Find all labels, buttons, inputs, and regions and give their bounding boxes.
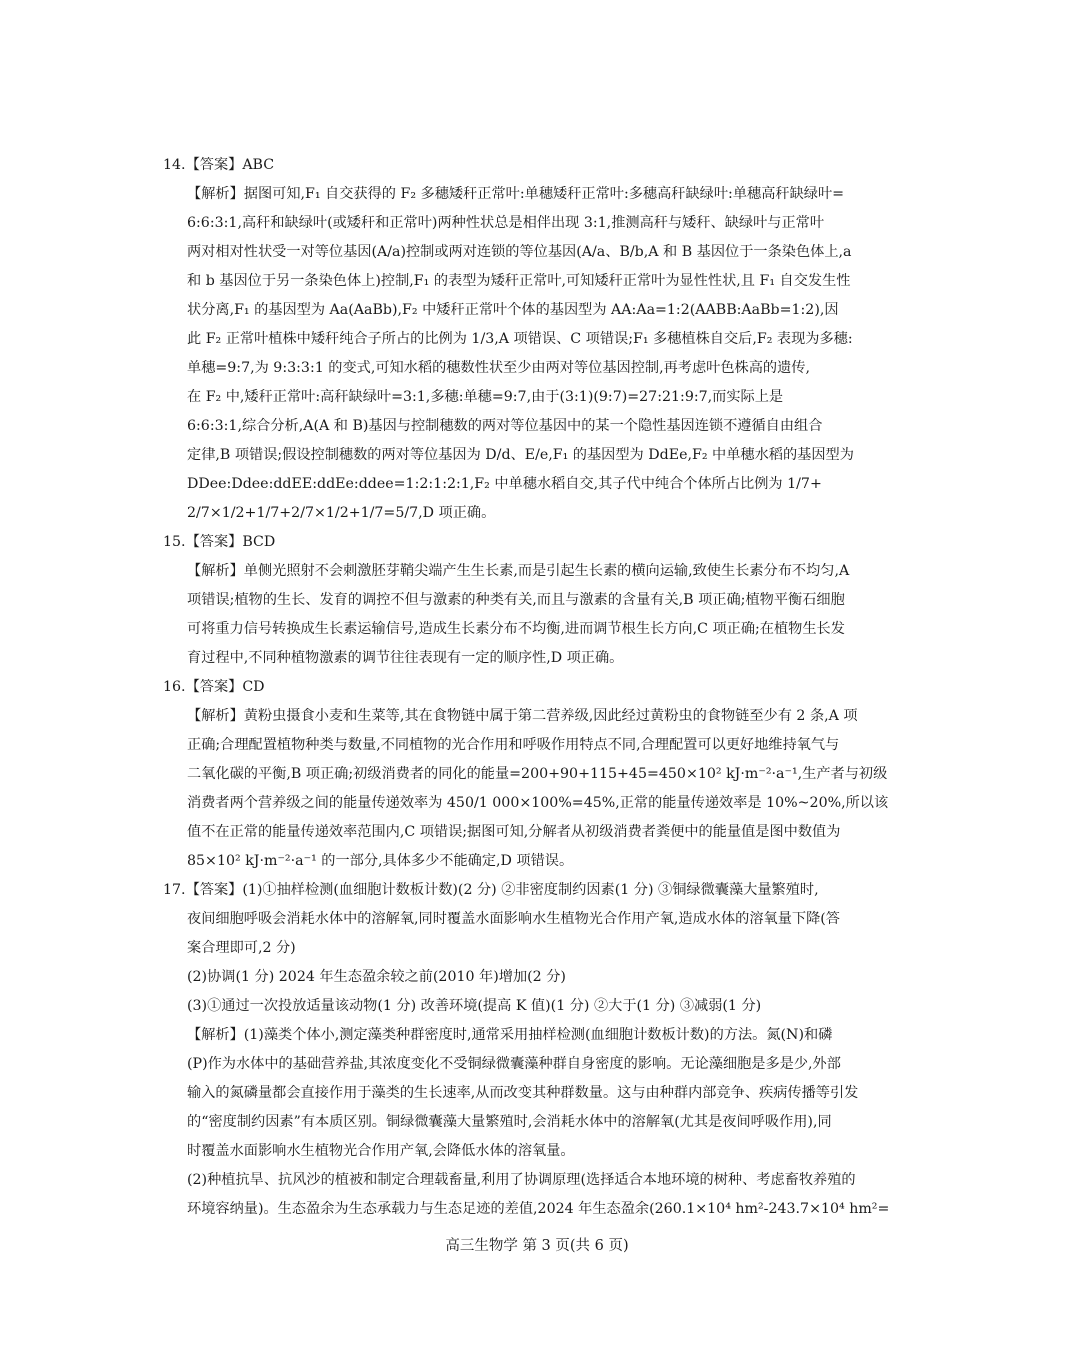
text-line: 的“密度制约因素”有本质区别。铜绿微囊藻大量繁殖时,会消耗水体中的溶解氧(尤其是夜间呼吸作用),同 xyxy=(187,1114,832,1130)
text-line: 夜间细胞呼吸会消耗水体中的溶解氧,同时覆盖水面影响水生植物光合作用产氧,造成水体的溶氧量下降(答 xyxy=(187,911,840,927)
question-answer-line: 16.【答案】CD xyxy=(163,679,265,695)
text-line: (2)协调(1 分) 2024 年生态盈余较之前(2010 年)增加(2 分) xyxy=(187,969,566,985)
text-line: (2)种植抗旱、抗风沙的植被和制定合理载畜量,利用了协调原理(选择适合本地环境的树种、考虑畜牧养殖的 xyxy=(187,1172,856,1188)
text-line: 时覆盖水面影响水生植物光合作用产氧,会降低水体的溶氧量。 xyxy=(187,1143,575,1159)
text-line: 两对相对性状受一对等位基因(A/a)控制或两对连锁的等位基因(A/a、B/b,A 和 B 基因位于一条染色体上,a xyxy=(187,244,852,260)
text-line: 正确;合理配置植物种类与数量,不同植物的光合作用和呼吸作用特点不同,合理配置可以更好地维持氧气与 xyxy=(187,737,840,753)
text-line: 85×10² kJ·m⁻²·a⁻¹ 的一部分,具体多少不能确定,D 项错误。 xyxy=(187,853,574,869)
text-line: (P)作为水体中的基础营养盐,其浓度变化不受铜绿微囊藻种群自身密度的影响。无论藻细胞是多是少,外部 xyxy=(187,1056,841,1072)
text-line: 【解析】黄粉虫摄食小麦和生菜等,其在食物链中属于第二营养级,因此经过黄粉虫的食物链至少有 2 条,A 项 xyxy=(187,708,858,724)
question-answer-line: 14.【答案】ABC xyxy=(163,157,275,173)
text-line: 2/7×1/2+1/7+2/7×1/2+1/7=5/7,D 项正确。 xyxy=(187,505,496,521)
text-line: 项错误;植物的生长、发育的调控不但与激素的种类有关,而且与激素的含量有关,B 项正确;植物平衡石细胞 xyxy=(187,592,845,608)
question-answer-line: 17.【答案】(1)①抽样检测(血细胞计数板计数)(2 分) ②非密度制约因素(1 分) ③铜绿微囊藻大量繁殖时, xyxy=(163,882,819,898)
text-line: 6:6:3:1,综合分析,A(A 和 B)基因与控制穗数的两对等位基因中的某一个隐性基因连锁不遵循自由组合 xyxy=(187,418,823,434)
text-line: 消费者两个营养级之间的能量传递效率为 450/1 000×100%=45%,正常的能量传递效率是 10%~20%,所以该 xyxy=(187,795,889,811)
text-line: 6:6:3:1,高秆和缺绿叶(或矮秆和正常叶)两种性状总是相伴出现 3:1,推测高秆与矮秆、缺绿叶与正常叶 xyxy=(187,215,825,231)
text-line: (3)①通过一次投放适量该动物(1 分) 改善环境(提高 K 值)(1 分) ②大于(1 分) ③减弱(1 分) xyxy=(187,998,762,1014)
text-line: 此 F₂ 正常叶植株中矮秆纯合子所占的比例为 1/3,A 项错误、C 项错误;F₁ 多穗植株自交后,F₂ 表现为多穗: xyxy=(187,331,853,347)
text-line: DDee:Ddee:ddEE:ddEe:ddee=1:2:1:2:1,F₂ 中单穗水稻自交,其子代中纯合个体所占比例为 1/7+ xyxy=(187,476,822,492)
question-answer-line: 15.【答案】BCD xyxy=(163,534,276,550)
page-footer: 高三生物学 第 3 页(共 6 页) xyxy=(445,1238,629,1254)
text-line: 二氧化碳的平衡,B 项正确;初级消费者的同化的能量=200+90+115+45=450×10² kJ·m⁻²·a⁻¹,生产者与初级 xyxy=(187,766,888,782)
text-line: 定律,B 项错误;假设控制穗数的两对等位基因为 D/d、E/e,F₁ 的基因型为 DdEe,F₂ 中单穗水稻的基因型为 xyxy=(187,447,854,463)
text-line: 【解析】单侧光照射不会刺激胚芽鞘尖端产生生长素,而是引起生长素的横向运输,致使生长素分布不均匀,A xyxy=(187,563,850,579)
text-line: 育过程中,不同种植物激素的调节往往表现有一定的顺序性,D 项正确。 xyxy=(187,650,624,666)
text-line: 环境容纳量)。生态盈余为生态承载力与生态足迹的差值,2024 年生态盈余(260.1×10⁴ hm²-243.7×10⁴ hm²= xyxy=(187,1201,890,1217)
text-line: 单穗=9:7,为 9:3:3:1 的变式,可知水稻的穗数性状至少由两对等位基因控制,再考虑叶色株高的遗传, xyxy=(187,360,810,376)
text-line: 值不在正常的能量传递效率范围内,C 项错误;据图可知,分解者从初级消费者粪便中的能量值是图中数值为 xyxy=(187,824,841,840)
text-line: 输入的氮磷量都会直接作用于藻类的生长速率,从而改变其种群数量。这与由种群内部竞争、疾病传播等引发 xyxy=(187,1085,859,1101)
text-line: 状分离,F₁ 的基因型为 Aa(AaBb),F₂ 中矮秆正常叶个体的基因型为 AA:Aa=1:2(AABB:AaBb=1:2),因 xyxy=(187,302,839,318)
text-line: 在 F₂ 中,矮秆正常叶:高秆缺绿叶=3:1,多穗:单穗=9:7,由于(3:1)(9:7)=27:21:9:7,而实际上是 xyxy=(187,389,784,405)
text-line: 案合理即可,2 分) xyxy=(187,940,296,956)
text-line: 【解析】据图可知,F₁ 自交获得的 F₂ 多穗矮秆正常叶:单穗矮秆正常叶:多穗高秆缺绿叶:单穗高秆缺绿叶= xyxy=(187,186,845,202)
text-line: 【解析】(1)藻类个体小,测定藻类种群密度时,通常采用抽样检测(血细胞计数板计数)的方法。氮(N)和磷 xyxy=(187,1027,833,1043)
text-line: 可将重力信号转换成生长素运输信号,造成生长素分布不均衡,进而调节根生长方向,C 项正确;在植物生长发 xyxy=(187,621,845,637)
text-line: 和 b 基因位于另一条染色体上)控制,F₁ 的表型为矮秆正常叶,可知矮秆正常叶为显性性状,且 F₁ 自交发生性 xyxy=(187,273,851,289)
